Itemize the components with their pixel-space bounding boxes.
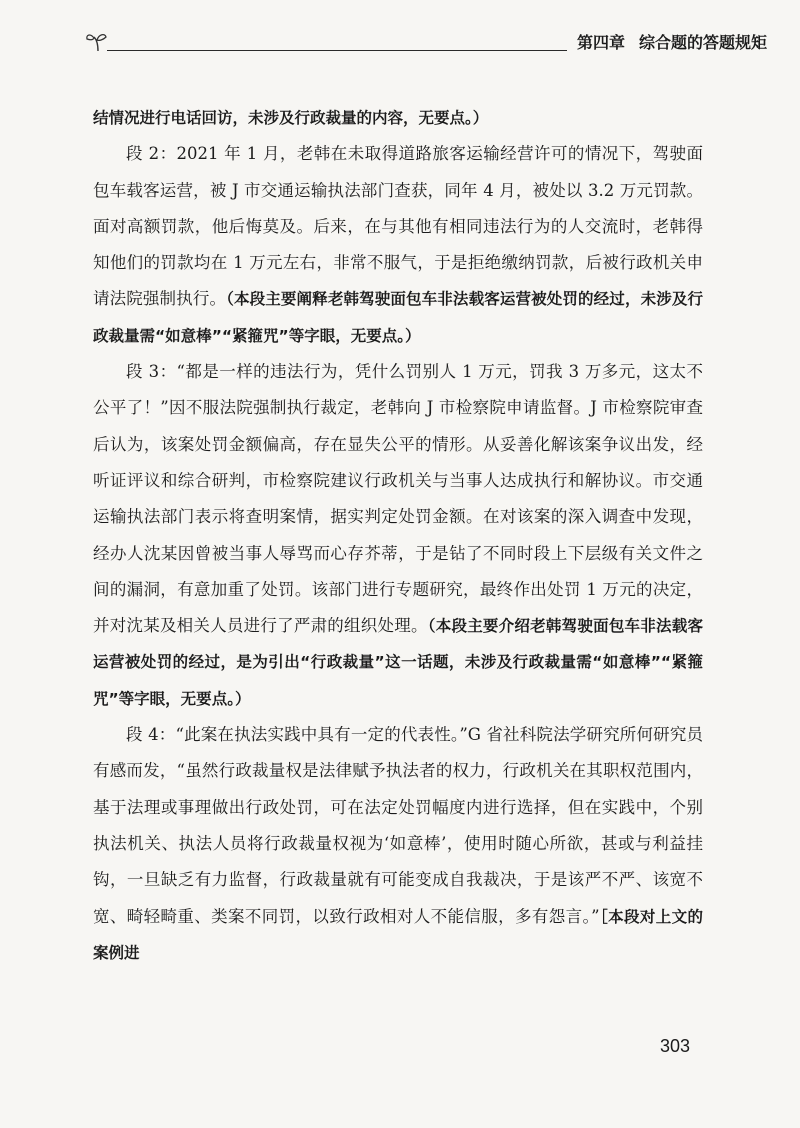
paragraph-text: 段 4：“此案在执法实践中具有一定的代表性。”G 省社科院法学研究所何研究员有感而发，“虽然行政裁量权是法律赋予执法者的权力，行政机关在其职权范围内，基于法理或事理做出行政处罚，可在法定处罚幅度内进行选择，但在实践中，个别执法机关、执法人员将行政裁量权视为‘如意棒’，使用时随心所欲，甚或与利益挂钩，一旦缺乏有力监督，行政裁量就有可能变成自我裁决，于是该严不严、该宽不宽、畸轻畸重、类案不同罚，以致行政相对人不能信服，多有怨言。” [93, 725, 703, 926]
chapter-number: 第四章 [577, 33, 626, 52]
page-number: 303 [660, 1036, 691, 1056]
paragraph-note: （本段主要介绍老韩驾驶面包车非法载客运营被处罚的经过，是为引出“行政裁量”这一话题，未涉及行政裁量需“如意棒”“紧箍咒”等字眼，无要点。） [93, 617, 703, 708]
header-rule [107, 50, 567, 51]
paragraph-4 [93, 717, 703, 971]
paragraph-2 [93, 136, 703, 354]
paragraph-note: （本段主要阐释老韩驾驶面包车非法载客运营被处罚的经过，未涉及行政裁量需“如意棒”“紧箍咒”等字眼，无要点。） [93, 290, 703, 345]
paragraph-text: 结情况进行电话回访，未涉及行政裁量的内容，无要点。） [93, 109, 489, 127]
paragraph-text: 段 2：2021 年 1 月，老韩在未取得道路旅客运输经营许可的情况下，驾驶面包车载客运营，被 J 市交通运输执法部门查获，同年 4 月，被处以 3.2 万元罚款。面对高额罚款，他后悔莫及。后来，在与其他有相同违法行为的人交流时，老韩得知他们的罚款均在 1 万元左右，非常不服气，于是拒绝缴纳罚款，后被行政机关申请法院强制执行。 [93, 144, 703, 309]
paragraph-3 [93, 354, 703, 717]
paragraph-continuation [93, 100, 703, 136]
running-header [85, 28, 768, 58]
chapter-title: 综合题的答题规矩 [639, 33, 768, 52]
paragraph-note: ［本段对上文的案例进 [93, 907, 703, 962]
paragraph-text: 段 3：“都是一样的违法行为，凭什么罚别人 1 万元，罚我 3 万多元，这太不公平了！”因不服法院强制执行裁定，老韩向 J 市检察院申请监督。J 市检察院审查后认为，该案处罚金额偏高，存在显失公平的情形。从妥善化解该案争议出发，经听证评议和综合研判，市检察院建议行政机关与当事人达成执行和解协议。市交通运输执法部门表示将查明案情，据实判定处罚金额。在对该案的深入调查中发现，经办人沈某因曾被当事人辱骂而心存芥蒂，于是钻了不同时段上下层级有关文件之间的漏洞，有意加重了处罚。该部门进行专题研究，最终作出处罚 1 万元的决定，并对沈某及相关人员进行了严肃的组织处理。 [93, 362, 703, 636]
chapter-heading [577, 30, 767, 53]
body-text [93, 100, 703, 971]
